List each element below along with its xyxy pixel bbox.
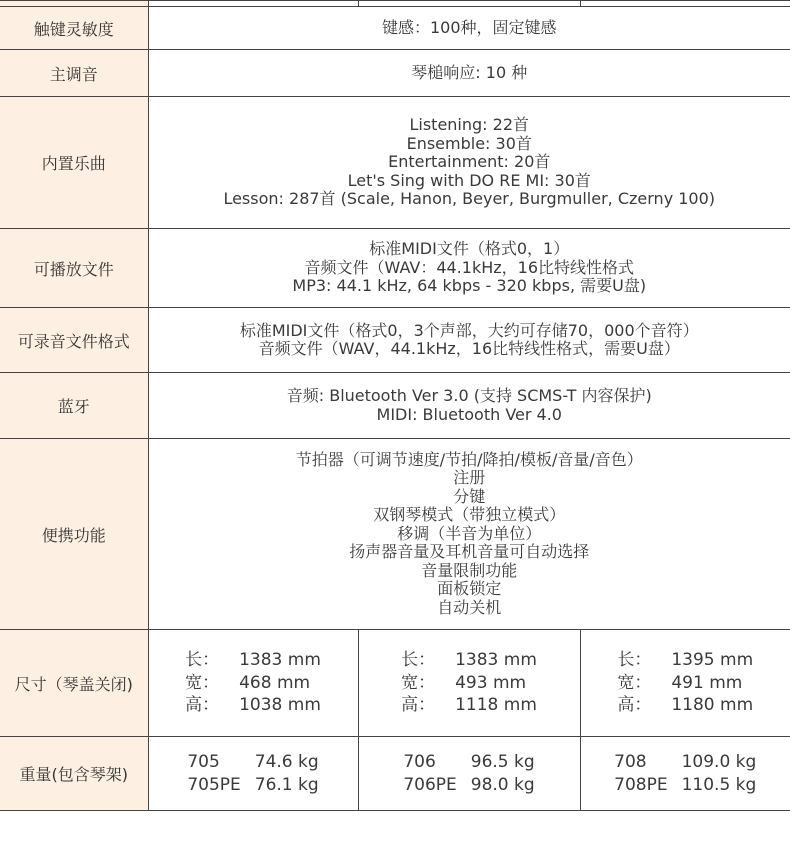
value-line: MP3: 44.1 kHz, 64 kbps - 320 kbps, 需要U盘) [292,276,647,296]
value-line: 双钢琴模式（带独立模式） [373,505,566,525]
value-line: Lesson: 287首 (Scale, Hanon, Beyer, Burgmuller, Czerny 100) [223,189,716,209]
weight-values [187,751,318,797]
dimensions-key: 宽： [185,672,220,693]
dimensions-model-cell [580,630,790,737]
weight-value: 98.0 kg [470,774,535,795]
value-line: 自动关机 [437,597,502,617]
dimensions-value: 1383 mm [455,650,537,671]
row-value [148,7,790,50]
dimensions-key: 高： [185,695,220,716]
table-row [0,373,790,439]
table-row [0,630,790,737]
row-label: 可播放文件 [0,229,148,308]
row-label: 便携功能 [0,439,148,630]
table-row [0,50,790,97]
dimensions-key: 高： [617,695,652,716]
table-row [0,439,790,630]
row-label: 蓝牙 [0,373,148,439]
weight-model-cell [148,737,358,811]
value-line: Listening: 22首 [409,115,530,135]
value-line: 键感：100种，固定键感 [381,17,557,37]
dimensions-key: 长： [401,650,436,671]
weight-value: 96.5 kg [470,751,535,772]
weight-value: 109.0 kg [681,751,757,772]
value-line: 音量限制功能 [421,560,518,580]
row-value [148,97,790,229]
dimensions-label: 尺寸（琴盖关闭) [0,630,148,737]
table-row [0,7,790,50]
row-value [148,308,790,373]
dimensions-value: 468 mm [239,672,311,693]
value-line: 分键 [453,486,486,506]
value-line: Let's Sing with DO RE MI: 30首 [347,170,591,190]
value-line: 扬声器音量及耳机音量可自动选择 [349,542,590,562]
weight-value: 76.1 kg [254,774,319,795]
weight-key: 705PE [187,774,241,795]
row-value [148,50,790,97]
weight-value: 110.5 kg [681,774,757,795]
value-line: 音频文件（WAV：44.1kHz，16比特线性格式 [304,257,634,277]
dimensions-key: 长： [185,650,220,671]
dimensions-key: 宽： [401,672,436,693]
value-line: 节拍器（可调节速度/节拍/降拍/模板/音量/音色） [295,449,643,469]
weight-model-cell [580,737,790,811]
weight-key: 706PE [403,774,457,795]
table-row [0,97,790,229]
weight-label: 重量(包含琴架) [0,737,148,811]
value-line: 琴槌响应: 10 种 [411,62,528,82]
dimensions-values [401,649,537,717]
row-label: 内置乐曲 [0,97,148,229]
dimensions-value: 1180 mm [671,695,754,716]
dimensions-key: 高： [401,695,436,716]
dimensions-value: 1383 mm [239,650,321,671]
table-row [0,737,790,811]
row-label: 触键灵敏度 [0,7,148,50]
dimensions-value: 493 mm [455,672,527,693]
dimensions-values [185,649,321,717]
dimensions-model-cell [148,630,358,737]
weight-key: 708PE [614,774,668,795]
dimensions-key: 长： [617,650,652,671]
dimensions-value: 491 mm [671,672,743,693]
row-value [148,373,790,439]
value-line: 标准MIDI文件（格式0，3个声部，大约可存储70，000个音符） [239,320,699,340]
row-label: 主调音 [0,50,148,97]
row-value [148,439,790,630]
dimensions-value: 1038 mm [239,695,321,716]
dimensions-value: 1395 mm [671,650,754,671]
weight-key: 705 [187,751,220,772]
row-value [148,229,790,308]
value-line: 移调（半音为单位） [397,523,542,543]
value-line: 面板锁定 [437,579,502,599]
weight-model-cell [358,737,580,811]
value-line: 标准MIDI文件（格式0，1） [369,239,570,259]
value-line: 注册 [453,468,486,488]
value-line: MIDI: Bluetooth Ver 4.0 [376,404,562,424]
value-line: Entertainment: 20首 [388,152,551,172]
weight-values [403,751,534,797]
value-line: 音频文件（WAV，44.1kHz，16比特线性格式，需要U盘） [258,339,680,358]
weight-key: 706 [403,751,436,772]
weight-value: 74.6 kg [254,751,319,772]
weight-values [614,751,756,797]
table-row [0,229,790,308]
dimensions-values [617,649,753,717]
row-label: 可录音文件格式 [0,308,148,373]
value-line: 音频: Bluetooth Ver 3.0 (支持 SCMS-T 内容保护) [286,386,652,405]
table-row [0,308,790,373]
dimensions-value: 1118 mm [455,695,537,716]
weight-key: 708 [614,751,647,772]
dimensions-model-cell [358,630,580,737]
value-line: Ensemble: 30首 [406,133,532,153]
dimensions-key: 宽： [617,672,652,693]
